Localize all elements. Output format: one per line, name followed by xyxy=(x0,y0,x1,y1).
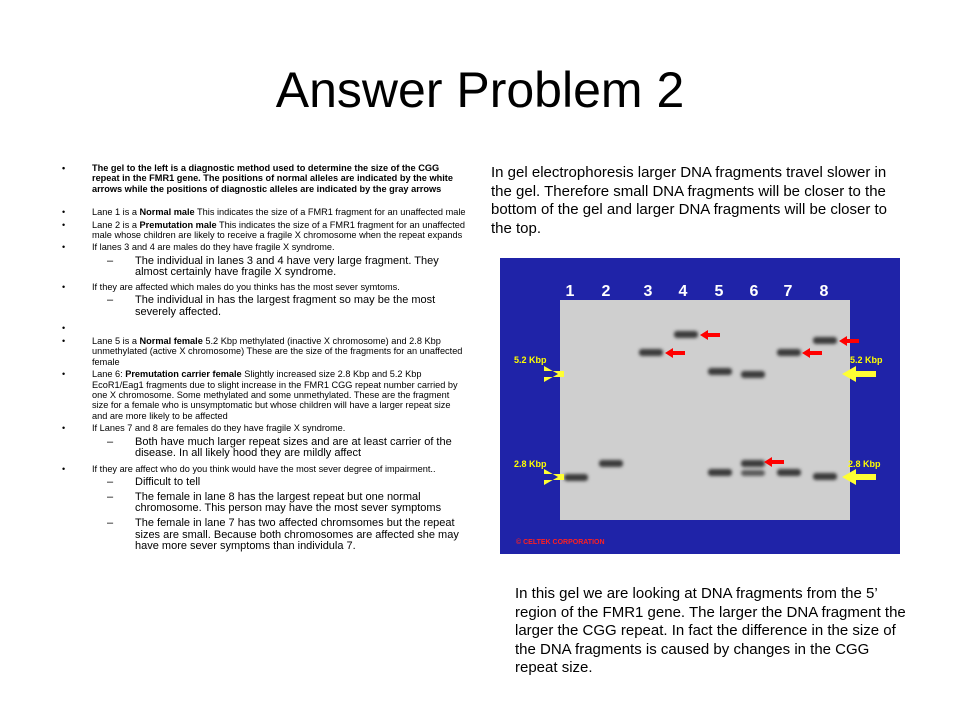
band-lane4 xyxy=(674,331,698,338)
answer-difficult: – Difficult to tell xyxy=(60,477,466,489)
lane6-text: Slightly increased size 2.8 Kbp and 5.2 Kbp EcoR1/Eag1 fragments due to slight increase in the FMR1 CGG repeat number carried by one X chromosome. Some methylated and some unmethylated. These are the fragment size for a female who is unsymptomatic but whose children will have a larger repeat size and are more likely to be affected xyxy=(92,369,458,421)
marker-label-left-2-8: 2.8 Kbp xyxy=(514,459,547,469)
band-lane8-lower xyxy=(813,473,837,480)
answer-lanes-7-8: – Both have much larger repeat sizes and are at least carrier of the disease. In all likely hood they are mildly affect xyxy=(60,437,466,460)
fmr1-explanation: In this gel we are looking at DNA fragments from the 5’ region of the FMR1 gene. The larger the DNA fragment the larger the CGG repeat. In fact the difference in the size of the DNA fragments is caused by changes in the CGG repeat size. xyxy=(515,585,906,676)
answer-list xyxy=(60,163,466,553)
empty-bullet xyxy=(60,323,466,333)
gel-image xyxy=(500,258,900,554)
question-lanes-3-4: • If lanes 3 and 4 are males do they have fragile X syndrome. xyxy=(60,242,466,252)
lane-label-2: 2 xyxy=(601,283,611,300)
lane6-bullet xyxy=(60,369,466,421)
lane5-prefix: Lane 5 is a xyxy=(92,336,140,347)
lane5-lead: Normal female xyxy=(139,336,203,347)
lane-label-1: 1 xyxy=(565,283,575,300)
marker-label-right-2-8: 2.8 Kbp xyxy=(848,459,881,469)
lane2-text: This indicates the size of a FMR1 fragment for an unaffected male whose children are likely to receive a fragile X chromosome when the repeat expands xyxy=(92,219,465,241)
answer-most-severe-male: – The individual in has the largest fragment so may be the most severely affected. xyxy=(60,295,466,318)
gel-credit: © CELTEK CORPORATION xyxy=(516,539,605,546)
question-lanes-7-8: • If Lanes 7 and 8 are females do they have fragile X syndrome. xyxy=(60,423,466,433)
band-lane1-2-8kbp xyxy=(564,474,588,481)
band-lane7-lower xyxy=(777,469,801,476)
lane6-prefix: Lane 6: xyxy=(92,369,126,380)
lane2-prefix: Lane 2 is a xyxy=(92,219,140,230)
lane2-bullet xyxy=(60,220,466,241)
intro-bullet: • The gel to the left is a diagnostic method used to determine the size of the CGG repeat in the FMR1 gene. The positions of normal alleles are indicated by the white arrows while the positions of diagnostic alleles are indicated by the gray arrows xyxy=(60,163,466,194)
band-lane6-lower-a xyxy=(741,460,765,467)
lane1-prefix: Lane 1 is a xyxy=(92,207,140,218)
question-most-severe-female: • If they are affect who do you think would have the most sever degree of impairment.. xyxy=(60,464,466,474)
lane-label-6: 6 xyxy=(749,283,759,300)
band-lane5-5-2kbp xyxy=(708,368,732,375)
band-lane6-lower-b xyxy=(741,470,765,476)
lane6-lead: Premutation carrier female xyxy=(125,369,242,380)
electrophoresis-explanation: In gel electrophoresis larger DNA fragments travel slower in the gel. Therefore small DNA fragments will be closer to the bottom of the gel and larger DNA fragments will be closer to the top. xyxy=(491,164,888,237)
lane1-bullet xyxy=(60,207,466,217)
band-lane8-upper xyxy=(813,337,837,344)
lane-label-5: 5 xyxy=(714,283,724,300)
band-lane6-upper xyxy=(741,371,765,378)
marker-label-left-5-2: 5.2 Kbp xyxy=(514,355,547,365)
lane-label-4: 4 xyxy=(678,283,688,300)
lane5-text: 5.2 Kbp methylated (inactive X chromosome) and 2.8 Kbp unmethylated (active X chromosome) These are the size of the fragments for an unaffected female xyxy=(92,336,463,367)
answer-lanes-3-4: – The individual in lanes 3 and 4 have very large fragment. They almost certainly have fragile X syndrome. xyxy=(60,256,466,279)
slide-title: Answer Problem 2 xyxy=(275,62,685,118)
answer-lane-7: – The female in lane 7 has two affected chromsomes but the repeat sizes are small. Because both chromosomes are affected she may have more sever symptoms than individula 7. xyxy=(60,518,466,553)
lane-label-3: 3 xyxy=(643,283,653,300)
lane5-bullet xyxy=(60,336,466,367)
question-most-severe-male: • If they are affected which males do you thinks has the most sever symtoms. xyxy=(60,282,466,292)
gel-figure xyxy=(500,258,900,554)
lane-label-7: 7 xyxy=(783,283,793,300)
lane1-lead: Normal male xyxy=(139,207,195,218)
answer-lane-8: – The female in lane 8 has the largest repeat but one normal chromosome. This person may have the most sever symptoms xyxy=(60,492,466,515)
band-lane5-2-8kbp xyxy=(708,469,732,476)
lane1-text: This indicates the size of a FMR1 fragment for an unaffected male xyxy=(194,207,466,218)
band-lane7-upper xyxy=(777,349,801,356)
problem-answers xyxy=(60,163,466,553)
band-lane3 xyxy=(639,349,663,356)
lane2-lead: Premutation male xyxy=(139,219,217,230)
lane-label-8: 8 xyxy=(819,283,829,300)
marker-label-right-5-2: 5.2 Kbp xyxy=(850,355,883,365)
band-lane2 xyxy=(599,460,623,467)
